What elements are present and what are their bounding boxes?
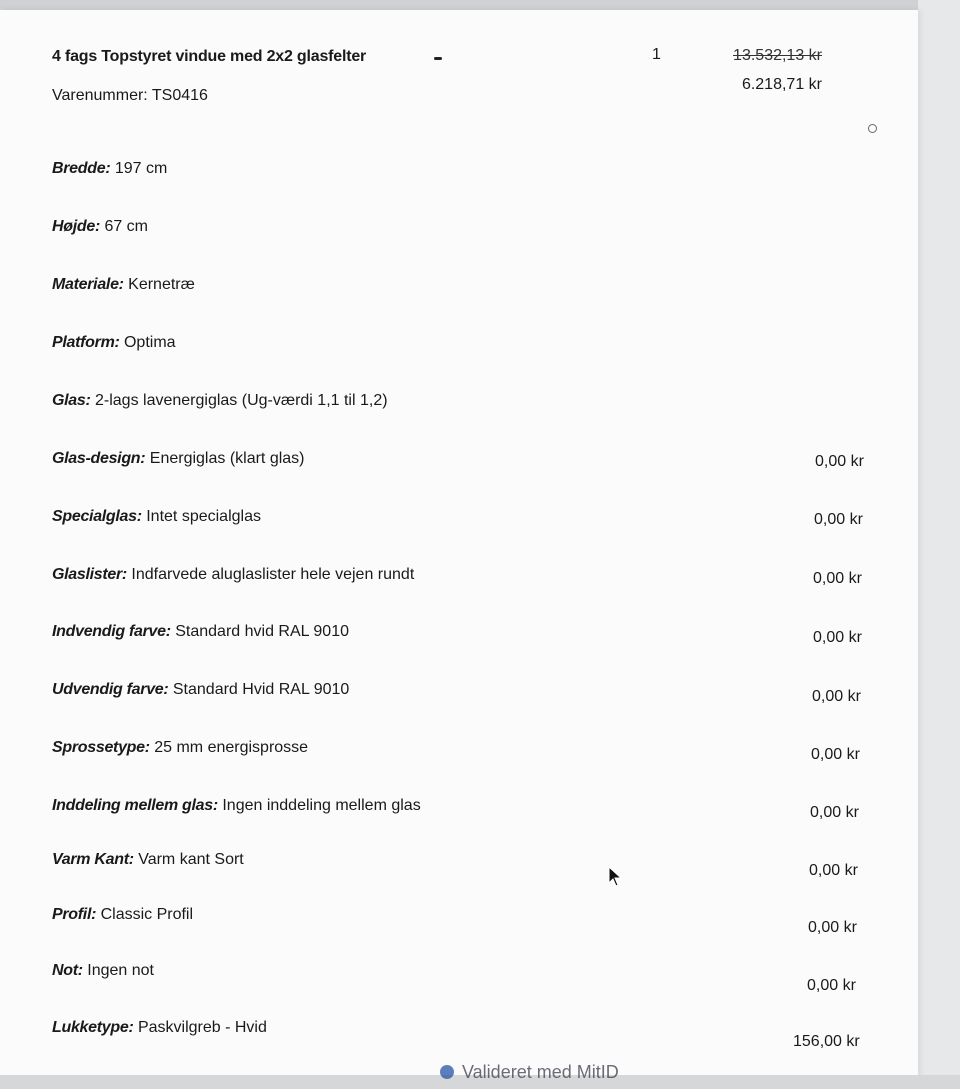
spec-value: 67 cm: [104, 218, 149, 235]
spec-label: Udvendig farve:: [52, 681, 169, 698]
spec-row-materiale: [52, 276, 195, 294]
spec-price: 0,00 kr: [812, 688, 861, 705]
remove-icon[interactable]: [434, 57, 442, 60]
mouse-pointer-icon: [608, 866, 622, 888]
product-name[interactable]: 4 fags Topstyret vindue med 2x2 glasfelter: [52, 48, 367, 65]
spec-label: Indvendig farve:: [52, 623, 171, 640]
spec-value: Energiglas (klart glas): [149, 450, 305, 467]
check-circle-icon: [440, 1065, 454, 1079]
mitid-badge: [440, 1062, 619, 1083]
spec-label: Bredde:: [52, 160, 111, 177]
spec-value: Classic Profil: [100, 906, 194, 923]
spec-label: Lukketype:: [52, 1019, 134, 1036]
quantity[interactable]: 1: [652, 46, 661, 63]
spec-value: Optima: [123, 334, 176, 351]
spec-value: Paskvilgreb - Hvid: [137, 1019, 267, 1036]
spec-price: 0,00 kr: [808, 919, 857, 936]
spec-label: Materiale:: [52, 276, 124, 293]
spec-price: 0,00 kr: [811, 746, 860, 763]
spec-label: Højde:: [52, 218, 100, 235]
spec-label: Glas-design:: [52, 450, 146, 467]
spec-value: 197 cm: [114, 160, 168, 177]
spec-row-not: [52, 962, 154, 980]
spec-value: Ingen inddeling mellem glas: [222, 797, 421, 814]
spec-row-indvendig-farve: [52, 623, 349, 641]
spec-label: Inddeling mellem glas:: [52, 797, 218, 814]
spec-value: Varm kant Sort: [138, 851, 244, 868]
spec-label: Glas:: [52, 392, 91, 409]
spec-value: Standard hvid RAL 9010: [175, 623, 349, 640]
spec-value: 2-lags lavenergiglas (Ug-værdi 1,1 til 1,2): [94, 392, 388, 409]
mitid-text: Valideret med MitID: [462, 1062, 619, 1082]
spec-label: Varm Kant:: [52, 851, 134, 868]
spec-value: 25 mm energisprosse: [154, 739, 309, 756]
spec-row-bredde: [52, 160, 167, 178]
spec-label: Platform:: [52, 334, 120, 351]
spec-label: Profil:: [52, 906, 97, 923]
spec-price: 156,00 kr: [793, 1033, 860, 1050]
spec-price: 0,00 kr: [815, 453, 864, 470]
product-sku: Varenummer: TS0416: [52, 87, 208, 104]
spec-price: 0,00 kr: [809, 862, 858, 879]
spec-value: Standard Hvid RAL 9010: [172, 681, 350, 698]
spec-price: 0,00 kr: [807, 977, 856, 994]
spec-price: 0,00 kr: [814, 511, 863, 528]
spec-price: 0,00 kr: [813, 629, 862, 646]
discounted-price: 6.218,71 kr: [741, 76, 822, 93]
spec-row-glaslister: [52, 566, 414, 584]
spec-row-inddeling: [52, 797, 421, 815]
spec-row-lukketype: [52, 1019, 267, 1037]
spec-row-profil: [52, 906, 193, 924]
spec-row-sprossetype: [52, 739, 308, 757]
spec-price: 0,00 kr: [813, 570, 862, 587]
spec-value: Kernetræ: [128, 276, 195, 293]
spec-price: 0,00 kr: [810, 804, 859, 821]
spec-label: Not:: [52, 962, 83, 979]
cart-item-card: [0, 10, 918, 1076]
spec-label: Glaslister:: [52, 566, 127, 583]
spec-value: Intet specialglas: [146, 508, 261, 525]
spec-row-hojde: [52, 218, 148, 236]
original-price: 13.532,13 kr: [733, 47, 822, 64]
spec-row-platform: [52, 334, 176, 352]
spec-row-specialglas: [52, 508, 261, 526]
spec-value: Ingen not: [87, 962, 154, 979]
spec-row-udvendig-farve: [52, 681, 349, 699]
info-dot-icon[interactable]: [868, 124, 877, 133]
spec-row-varm-kant: [52, 851, 244, 869]
spec-label: Sprossetype:: [52, 739, 150, 756]
spec-row-glas-design: [52, 450, 305, 468]
spec-label: Specialglas:: [52, 508, 142, 525]
spec-value: Indfarvede aluglaslister hele vejen rundt: [131, 566, 415, 583]
page-background: [918, 0, 960, 1089]
spec-row-glas: [52, 392, 388, 410]
